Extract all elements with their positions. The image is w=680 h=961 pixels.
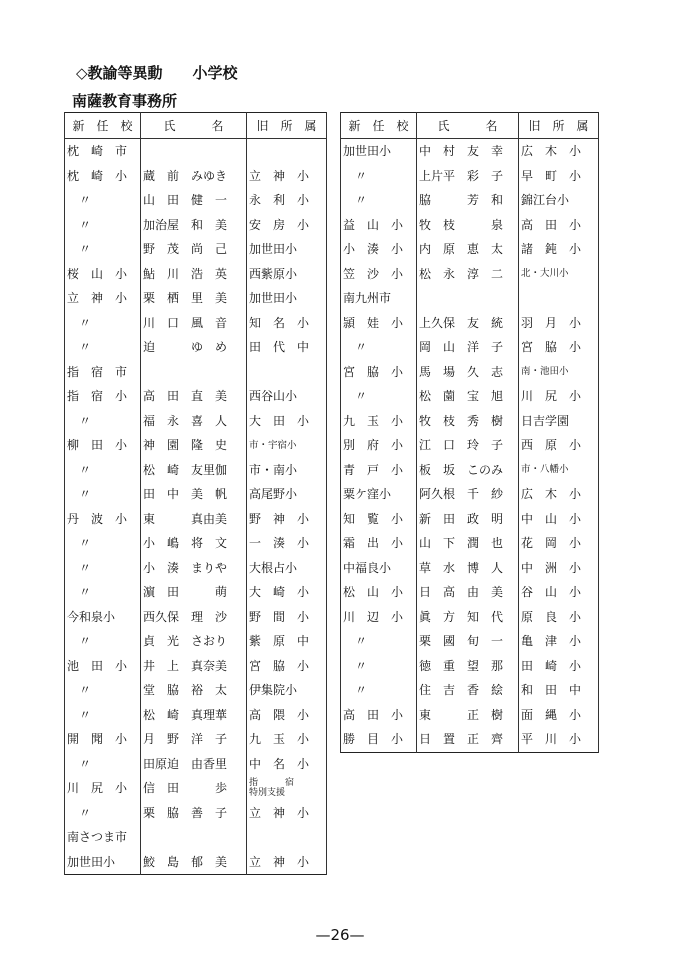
- teacher-row: [341, 458, 599, 483]
- category-label: 南九州市: [341, 286, 417, 311]
- teacher-name-cell: 内 原 恵 太: [417, 237, 519, 262]
- former-post-cell: 川 尻 小: [519, 384, 599, 409]
- category-label: 指 宿 市: [65, 360, 141, 385]
- teacher-name-cell: 馬 場 久 志: [417, 360, 519, 385]
- former-post-cell: 知 名 小: [247, 311, 327, 336]
- new-school-cell: 〃: [65, 482, 141, 507]
- teacher-name-cell: 松 崎 真理華: [141, 703, 247, 728]
- new-school-cell: 〃: [341, 678, 417, 703]
- former-post-cell: 西紫原小: [247, 262, 327, 287]
- teacher-name-cell: 栗 國 旬 一: [417, 629, 519, 654]
- new-school-cell: 開 聞 小: [65, 727, 141, 752]
- teacher-row: [341, 507, 599, 532]
- new-school-cell: 加世田小: [65, 850, 141, 875]
- former-post-cell: 面 縄 小: [519, 703, 599, 728]
- teacher-row: [341, 433, 599, 458]
- new-school-cell: 〃: [65, 752, 141, 777]
- teacher-name-cell: 板 坂 このみ: [417, 458, 519, 483]
- former-post-cell: 和 田 中: [519, 678, 599, 703]
- former-post-cell: 紫 原 中: [247, 629, 327, 654]
- former-post-cell: 大根占小: [247, 556, 327, 581]
- former-post-cell: 中 名 小: [247, 752, 327, 777]
- teacher-row: [341, 678, 599, 703]
- new-school-cell: 霜 出 小: [341, 531, 417, 556]
- new-school-cell: 〃: [341, 654, 417, 679]
- teacher-row: [341, 556, 599, 581]
- teacher-row: [65, 409, 327, 434]
- header-former: 旧 所 属: [519, 113, 599, 139]
- new-school-cell: 〃: [65, 703, 141, 728]
- former-post-cell: 高尾野小: [247, 482, 327, 507]
- teacher-row: [341, 237, 599, 262]
- empty-cell: [247, 825, 327, 850]
- empty-cell: [141, 825, 247, 850]
- teacher-name-cell: 日 置 正 齊: [417, 727, 519, 752]
- new-school-cell: 中福良小: [341, 556, 417, 581]
- transfer-table-right: [340, 112, 599, 753]
- teacher-name-cell: 川 口 風 音: [141, 311, 247, 336]
- teacher-row: [341, 531, 599, 556]
- former-post-cell: 花 岡 小: [519, 531, 599, 556]
- former-post-cell: 加世田小: [247, 286, 327, 311]
- teacher-row: [341, 580, 599, 605]
- former-post-cell: 宮 脇 小: [519, 335, 599, 360]
- teacher-name-cell: 岡 山 洋 子: [417, 335, 519, 360]
- former-post-cell: 広 木 小: [519, 482, 599, 507]
- new-school-cell: 〃: [341, 629, 417, 654]
- teacher-row: [341, 384, 599, 409]
- empty-cell: [519, 286, 599, 311]
- teacher-name-cell: 上片平 彩 子: [417, 164, 519, 189]
- teacher-row: [341, 654, 599, 679]
- teacher-name-cell: 牧 枝 秀 樹: [417, 409, 519, 434]
- former-post-cell: 高 田 小: [519, 213, 599, 238]
- teacher-name-cell: 江 口 玲 子: [417, 433, 519, 458]
- former-post-cell: 田 崎 小: [519, 654, 599, 679]
- former-post-cell: 加世田小: [247, 237, 327, 262]
- teacher-row: [65, 286, 327, 311]
- teacher-name-cell: 山 田 健 一: [141, 188, 247, 213]
- teacher-row: [341, 213, 599, 238]
- former-post-cell: 大 田 小: [247, 409, 327, 434]
- teacher-name-cell: 日 高 由 美: [417, 580, 519, 605]
- new-school-cell: 頴 娃 小: [341, 311, 417, 336]
- former-post-cell: 野 間 小: [247, 605, 327, 630]
- section-heading: ◇教諭等異動 小学校: [76, 64, 238, 82]
- teacher-row: [341, 605, 599, 630]
- header-former: 旧 所 属: [247, 113, 327, 139]
- former-post-cell: 中 山 小: [519, 507, 599, 532]
- new-school-cell: 立 神 小: [65, 286, 141, 311]
- teacher-name-cell: 阿久根 千 紗: [417, 482, 519, 507]
- new-school-cell: 〃: [65, 311, 141, 336]
- teacher-row: [65, 507, 327, 532]
- teacher-row: [341, 262, 599, 287]
- empty-cell: [141, 139, 247, 164]
- category-row: [65, 139, 327, 164]
- teacher-name-cell: 神 園 隆 史: [141, 433, 247, 458]
- teacher-row: [65, 164, 327, 189]
- new-school-cell: 〃: [341, 164, 417, 189]
- former-post-cell: 野 神 小: [247, 507, 327, 532]
- former-post-cell: 指 宿 特別支援: [247, 776, 327, 801]
- category-row: [341, 286, 599, 311]
- teacher-row: [65, 850, 327, 875]
- new-school-cell: 知 覧 小: [341, 507, 417, 532]
- teacher-row: [65, 580, 327, 605]
- teacher-name-cell: 信 田 歩: [141, 776, 247, 801]
- new-school-cell: 勝 目 小: [341, 727, 417, 752]
- new-school-cell: 別 府 小: [341, 433, 417, 458]
- teacher-name-cell: 高 田 直 美: [141, 384, 247, 409]
- new-school-cell: 〃: [65, 213, 141, 238]
- new-school-cell: 〃: [65, 556, 141, 581]
- transfer-table-left: [64, 112, 327, 875]
- teacher-row: [65, 311, 327, 336]
- new-school-cell: 丹 波 小: [65, 507, 141, 532]
- new-school-cell: 川 辺 小: [341, 605, 417, 630]
- teacher-row: [65, 776, 327, 801]
- former-post-cell: 中 洲 小: [519, 556, 599, 581]
- former-post-cell: 原 良 小: [519, 605, 599, 630]
- teacher-row: [65, 531, 327, 556]
- teacher-row: [65, 629, 327, 654]
- new-school-cell: 高 田 小: [341, 703, 417, 728]
- new-school-cell: 青 戸 小: [341, 458, 417, 483]
- teacher-row: [65, 654, 327, 679]
- new-school-cell: 〃: [65, 335, 141, 360]
- teacher-name-cell: 井 上 真奈美: [141, 654, 247, 679]
- former-post-cell: 南・池田小: [519, 360, 599, 385]
- teacher-row: [65, 801, 327, 826]
- empty-cell: [141, 360, 247, 385]
- new-school-cell: 指 宿 小: [65, 384, 141, 409]
- header-name: 氏 名: [141, 113, 247, 139]
- new-school-cell: 〃: [65, 188, 141, 213]
- former-post-cell: 安 房 小: [247, 213, 327, 238]
- teacher-name-cell: 山 下 潤 也: [417, 531, 519, 556]
- category-row: [65, 825, 327, 850]
- header-name: 氏 名: [417, 113, 519, 139]
- teacher-row: [65, 433, 327, 458]
- new-school-cell: 枕 崎 小: [65, 164, 141, 189]
- new-school-cell: 松 山 小: [341, 580, 417, 605]
- empty-cell: [417, 286, 519, 311]
- former-post-cell: 市・八幡小: [519, 458, 599, 483]
- teacher-name-cell: 西久保 理 沙: [141, 605, 247, 630]
- former-post-cell: 錦江台小: [519, 188, 599, 213]
- category-label: 枕 崎 市: [65, 139, 141, 164]
- former-post-cell: 九 玉 小: [247, 727, 327, 752]
- teacher-row: [341, 188, 599, 213]
- teacher-row: [65, 384, 327, 409]
- former-post-cell: 諸 鈍 小: [519, 237, 599, 262]
- teacher-name-cell: 東 真由美: [141, 507, 247, 532]
- new-school-cell: 今和泉小: [65, 605, 141, 630]
- new-school-cell: 〃: [341, 384, 417, 409]
- teacher-name-cell: 鮫 島 郁 美: [141, 850, 247, 875]
- teacher-name-cell: 栗 脇 善 子: [141, 801, 247, 826]
- former-post-cell: 立 神 小: [247, 801, 327, 826]
- new-school-cell: 九 玉 小: [341, 409, 417, 434]
- former-post-cell: 市・南小: [247, 458, 327, 483]
- teacher-row: [65, 556, 327, 581]
- new-school-cell: 〃: [65, 458, 141, 483]
- former-post-cell: 北・大川小: [519, 262, 599, 287]
- former-post-cell: 亀 津 小: [519, 629, 599, 654]
- new-school-cell: 小 湊 小: [341, 237, 417, 262]
- former-post-cell: 田 代 中: [247, 335, 327, 360]
- teacher-row: [65, 678, 327, 703]
- teacher-row: [341, 703, 599, 728]
- teacher-row: [65, 482, 327, 507]
- teacher-row: [65, 335, 327, 360]
- header-new-school: 新 任 校: [65, 113, 141, 139]
- new-school-cell: 益 山 小: [341, 213, 417, 238]
- new-school-cell: 川 尻 小: [65, 776, 141, 801]
- new-school-cell: 柳 田 小: [65, 433, 141, 458]
- former-post-cell: 西谷山小: [247, 384, 327, 409]
- former-post-cell: 谷 山 小: [519, 580, 599, 605]
- page-number: —26—: [315, 926, 365, 944]
- new-school-cell: 〃: [65, 580, 141, 605]
- category-label: 南さつま市: [65, 825, 141, 850]
- teacher-name-cell: 上久保 友 統: [417, 311, 519, 336]
- teacher-name-cell: 加治屋 和 美: [141, 213, 247, 238]
- teacher-name-cell: 堂 脇 裕 太: [141, 678, 247, 703]
- teacher-name-cell: 小 嶋 将 文: [141, 531, 247, 556]
- teacher-row: [341, 482, 599, 507]
- new-school-cell: 〃: [341, 188, 417, 213]
- empty-cell: [247, 360, 327, 385]
- new-school-cell: 〃: [65, 531, 141, 556]
- new-school-cell: 池 田 小: [65, 654, 141, 679]
- teacher-row: [65, 727, 327, 752]
- teacher-name-cell: 貞 光 さおり: [141, 629, 247, 654]
- teacher-name-cell: 松 永 淳 二: [417, 262, 519, 287]
- teacher-row: [341, 409, 599, 434]
- teacher-name-cell: 新 田 政 明: [417, 507, 519, 532]
- new-school-cell: 〃: [65, 409, 141, 434]
- teacher-name-cell: 東 正 樹: [417, 703, 519, 728]
- teacher-name-cell: 小 湊 まりや: [141, 556, 247, 581]
- former-post-cell: 西 原 小: [519, 433, 599, 458]
- former-post-cell: 市・宇宿小: [247, 433, 327, 458]
- teacher-name-cell: 蔵 前 みゆき: [141, 164, 247, 189]
- former-post-cell: 立 神 小: [247, 164, 327, 189]
- table-body-left: [65, 139, 327, 875]
- new-school-cell: 笠 沙 小: [341, 262, 417, 287]
- teacher-row: [65, 237, 327, 262]
- new-school-cell: 加世田小: [341, 139, 417, 164]
- former-post-cell: 大 崎 小: [247, 580, 327, 605]
- former-post-cell: 羽 月 小: [519, 311, 599, 336]
- table-header-row: [341, 113, 599, 139]
- former-post-cell: 立 神 小: [247, 850, 327, 875]
- new-school-cell: 粟ケ窪小: [341, 482, 417, 507]
- teacher-name-cell: 栗 栖 里 美: [141, 286, 247, 311]
- teacher-row: [341, 311, 599, 336]
- former-post-cell: 日吉学園: [519, 409, 599, 434]
- teacher-name-cell: 迫 ゆ め: [141, 335, 247, 360]
- table-body-right: [341, 139, 599, 753]
- former-post-cell: 早 町 小: [519, 164, 599, 189]
- teacher-row: [65, 752, 327, 777]
- new-school-cell: 〃: [65, 678, 141, 703]
- teacher-name-cell: 脇 芳 和: [417, 188, 519, 213]
- teacher-row: [341, 629, 599, 654]
- teacher-row: [65, 213, 327, 238]
- teacher-row: [65, 605, 327, 630]
- former-post-cell: 平 川 小: [519, 727, 599, 752]
- teacher-name-cell: 中 村 友 幸: [417, 139, 519, 164]
- teacher-name-cell: 田 中 美 帆: [141, 482, 247, 507]
- teacher-name-cell: 住 吉 香 絵: [417, 678, 519, 703]
- former-post-cell: 広 木 小: [519, 139, 599, 164]
- former-post-cell: 一 湊 小: [247, 531, 327, 556]
- former-post-cell: 永 利 小: [247, 188, 327, 213]
- teacher-name-cell: 野 茂 尚 己: [141, 237, 247, 262]
- teacher-name-cell: 月 野 洋 子: [141, 727, 247, 752]
- teacher-row: [341, 139, 599, 164]
- teacher-name-cell: 草 水 博 人: [417, 556, 519, 581]
- table-header-row: [65, 113, 327, 139]
- teacher-row: [65, 188, 327, 213]
- teacher-row: [65, 262, 327, 287]
- new-school-cell: 〃: [65, 237, 141, 262]
- new-school-cell: 宮 脇 小: [341, 360, 417, 385]
- former-post-cell: 宮 脇 小: [247, 654, 327, 679]
- new-school-cell: 桜 山 小: [65, 262, 141, 287]
- teacher-row: [341, 164, 599, 189]
- teacher-name-cell: 鮎 川 浩 英: [141, 262, 247, 287]
- former-post-cell: 高 隈 小: [247, 703, 327, 728]
- teacher-name-cell: 松 薗 宝 旭: [417, 384, 519, 409]
- teacher-row: [65, 703, 327, 728]
- teacher-name-cell: 眞 方 知 代: [417, 605, 519, 630]
- empty-cell: [247, 139, 327, 164]
- new-school-cell: 〃: [341, 335, 417, 360]
- teacher-name-cell: 福 永 喜 人: [141, 409, 247, 434]
- new-school-cell: 〃: [65, 629, 141, 654]
- former-post-cell: 伊集院小: [247, 678, 327, 703]
- category-row: [65, 360, 327, 385]
- teacher-name-cell: 徳 重 望 那: [417, 654, 519, 679]
- teacher-row: [65, 458, 327, 483]
- teacher-row: [341, 335, 599, 360]
- teacher-name-cell: 濵 田 萌: [141, 580, 247, 605]
- teacher-name-cell: 松 崎 友里伽: [141, 458, 247, 483]
- header-new-school: 新 任 校: [341, 113, 417, 139]
- office-title: 南薩教育事務所: [72, 92, 178, 110]
- teacher-name-cell: 牧 枝 泉: [417, 213, 519, 238]
- teacher-name-cell: 田原迫 由香里: [141, 752, 247, 777]
- new-school-cell: 〃: [65, 801, 141, 826]
- teacher-row: [341, 360, 599, 385]
- teacher-row: [341, 727, 599, 752]
